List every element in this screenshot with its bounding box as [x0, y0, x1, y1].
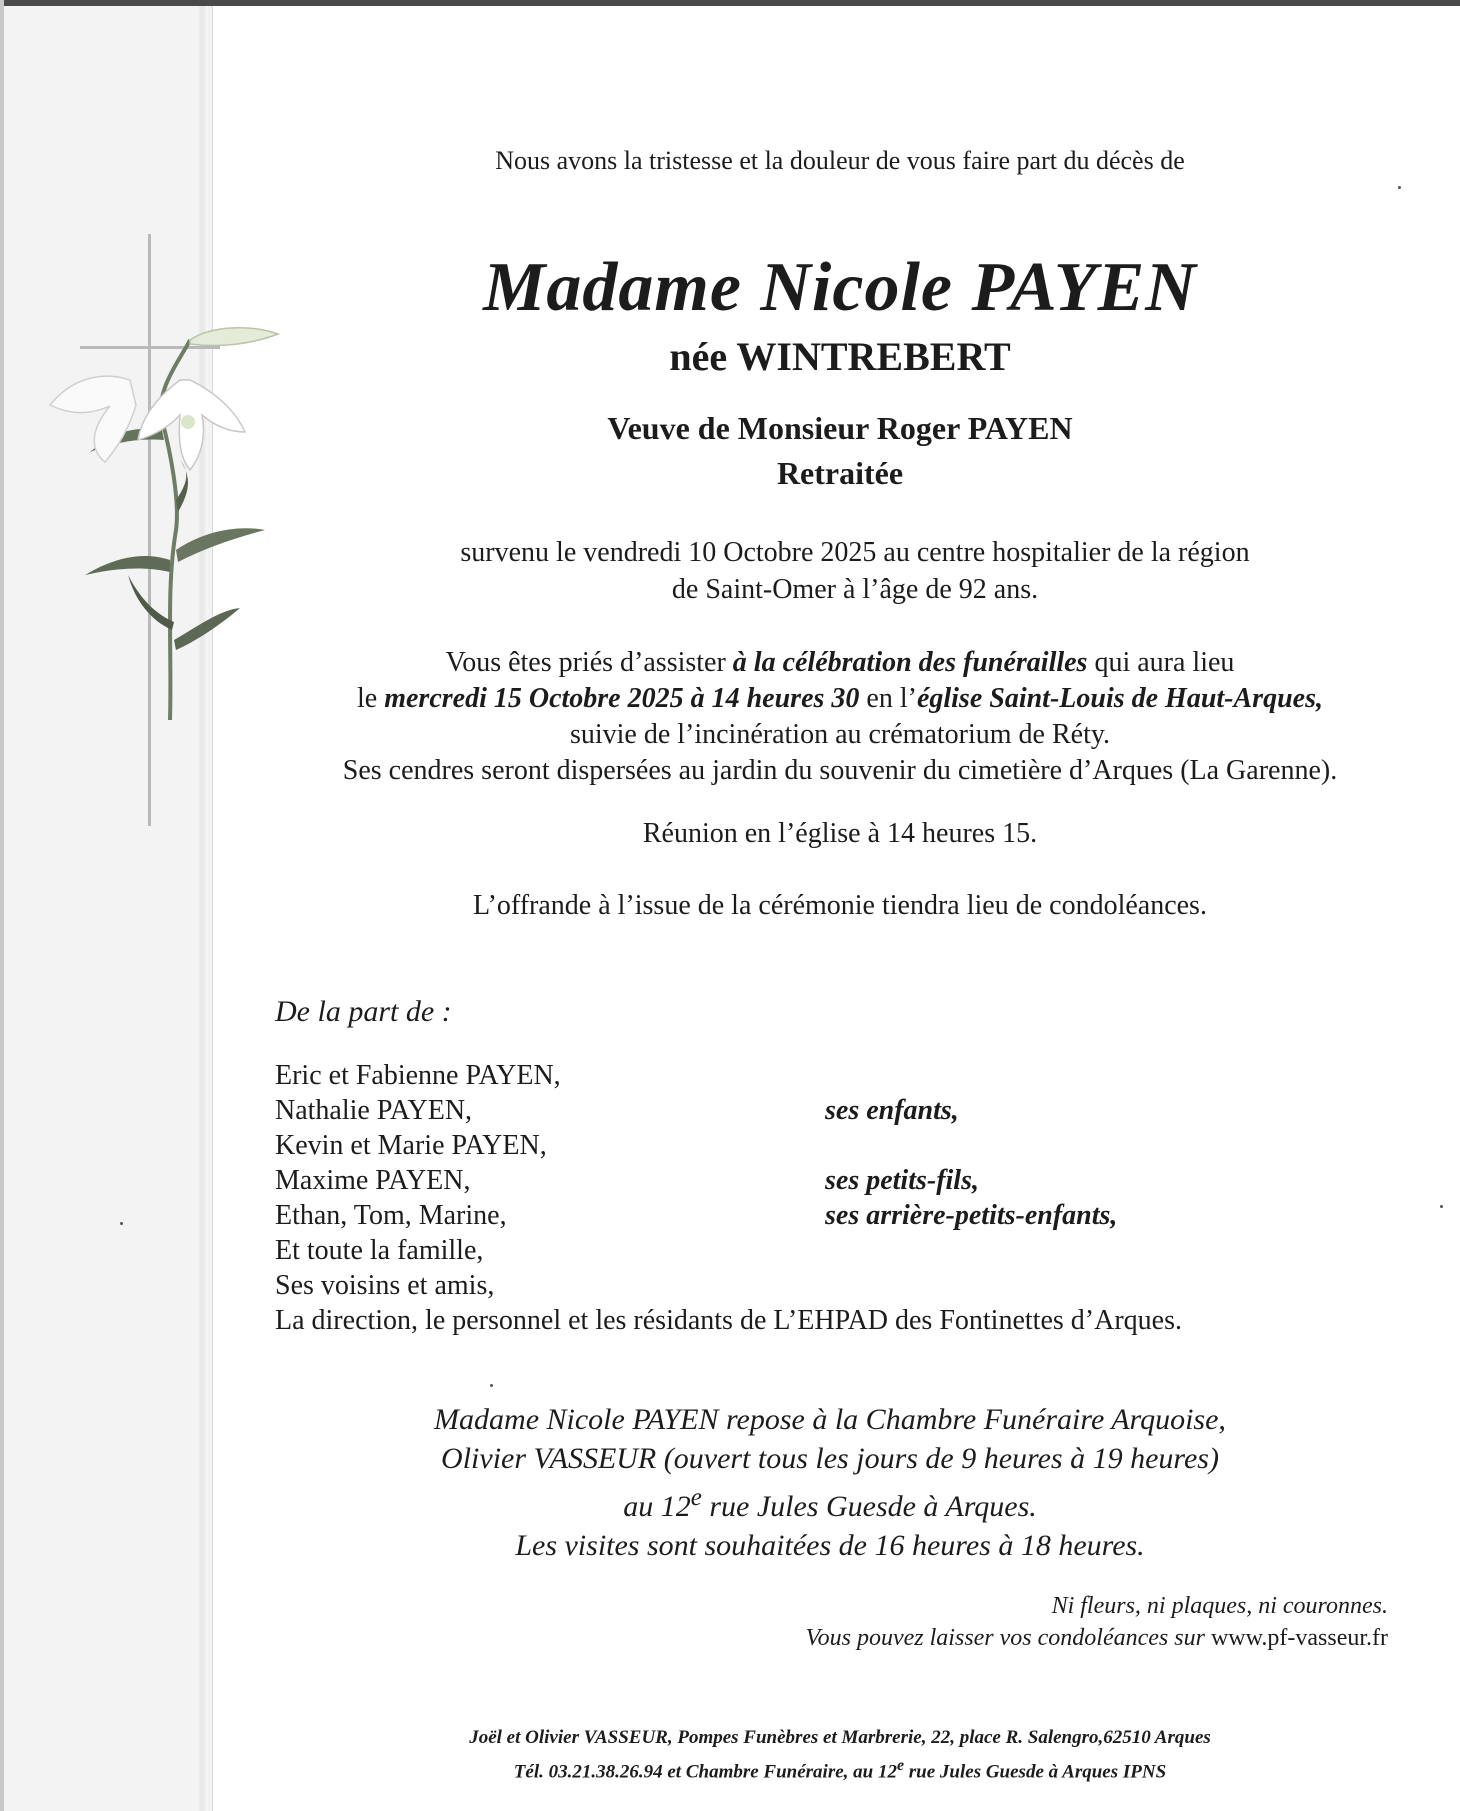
maiden-name: née WINTREBERT [669, 334, 1011, 379]
family-row: La direction, le personnel et les résidants de L’EHPAD des Fontinettes d’Arques. [275, 1305, 1182, 1336]
repose-line-2: Olivier VASSEUR (ouvert tous les jours de 9 heures à 19 heures) [441, 1442, 1219, 1475]
scan-speck [490, 1384, 493, 1387]
family-row: Nathalie PAYEN, ses enfants, [275, 1095, 959, 1126]
footer-line-1: Joël et Olivier VASSEUR, Pompes Funèbres et Marbrerie, 22, place R. Salengro,62510 Arques [469, 1727, 1211, 1748]
website-link[interactable]: www.pf-vasseur.fr [1210, 1625, 1388, 1651]
funeral-date: mercredi 15 Octobre 2025 à 14 heures 30 [384, 683, 860, 714]
offering-text: L’offrande à l’issue de la cérémonie tiendra lieu de condoléances. [473, 890, 1207, 921]
widow-of: Veuve de Monsieur Roger PAYEN [607, 410, 1073, 446]
relation-label: ses enfants, [825, 1095, 959, 1126]
funeral-celebration: à la célébration des funérailles [732, 647, 1088, 678]
no-flowers-note: Ni fleurs, ni plaques, ni couronnes. [1051, 1593, 1388, 1619]
funeral-line-3: suivie de l’incinération au crématorium de Réty. [569, 719, 1111, 750]
family-row: Kevin et Marie PAYEN, [275, 1130, 547, 1161]
family-row: Maxime PAYEN, ses petits-fils, [275, 1165, 979, 1196]
scan-speck [1398, 186, 1401, 189]
scan-speck [1440, 1205, 1443, 1208]
gathering-text: Réunion en l’église à 14 heures 15. [642, 818, 1038, 849]
family-list [275, 1058, 1182, 1338]
notes [806, 1590, 1388, 1654]
repose-line-4: Les visites sont souhaitées de 16 heures à 18 heures. [515, 1529, 1145, 1562]
repose-line-3: au 12e rue Jules Guesde à Arques. [623, 1484, 1037, 1523]
death-line-2: de Saint-Omer à l’âge de 92 ans. [671, 574, 1039, 605]
relation-label: ses arrière-petits-enfants, [825, 1200, 1118, 1231]
family-row: Ethan, Tom, Marine, ses arrière-petits-enfants, [275, 1200, 1118, 1231]
funeral-line-1: Vous êtes priés d’assister à la célébration des funérailles qui aura lieu [445, 647, 1235, 678]
from-label: De la part de : [275, 995, 452, 1028]
family-row: Et toute la famille, [275, 1235, 484, 1266]
relation-label: ses petits-fils, [825, 1165, 979, 1196]
repose-line-1: Madame Nicole PAYEN repose à la Chambre Funéraire Arquoise, [434, 1403, 1226, 1436]
condolences-note: Vous pouvez laisser vos condoléances sur www.pf-vasseur.fr [805, 1625, 1388, 1651]
footer-line-2: Tél. 03.21.38.26.94 et Chambre Funéraire, au 12e rue Jules Guesde à Arques IPNS [513, 1757, 1167, 1783]
repose-details [300, 1400, 1360, 1565]
top-border [0, 0, 1460, 6]
occupation: Retraitée [776, 455, 904, 491]
funeral-line-4: Ses cendres seront dispersées au jardin du souvenir du cimetière d’Arques (La Garenne). [342, 755, 1338, 786]
family-row: Eric et Fabienne PAYEN, [275, 1060, 561, 1091]
funeral-line-2: le mercredi 15 Octobre 2025 à 14 heures 30 en l’église Saint-Louis de Haut-Arques, [357, 683, 1323, 714]
death-line-1: survenu le vendredi 10 Octobre 2025 au centre hospitalier de la région [460, 537, 1250, 568]
intro-text: Nous avons la tristesse et la douleur de vous faire part du décès de [495, 146, 1185, 175]
deceased-name: Madame Nicole PAYEN [483, 249, 1197, 326]
scan-speck [120, 1222, 123, 1225]
funeral-church: église Saint-Louis de Haut-Arques, [916, 683, 1323, 714]
family-row: Ses voisins et amis, [275, 1270, 495, 1301]
footer [240, 1724, 1440, 1786]
funeral-details [240, 645, 1440, 789]
